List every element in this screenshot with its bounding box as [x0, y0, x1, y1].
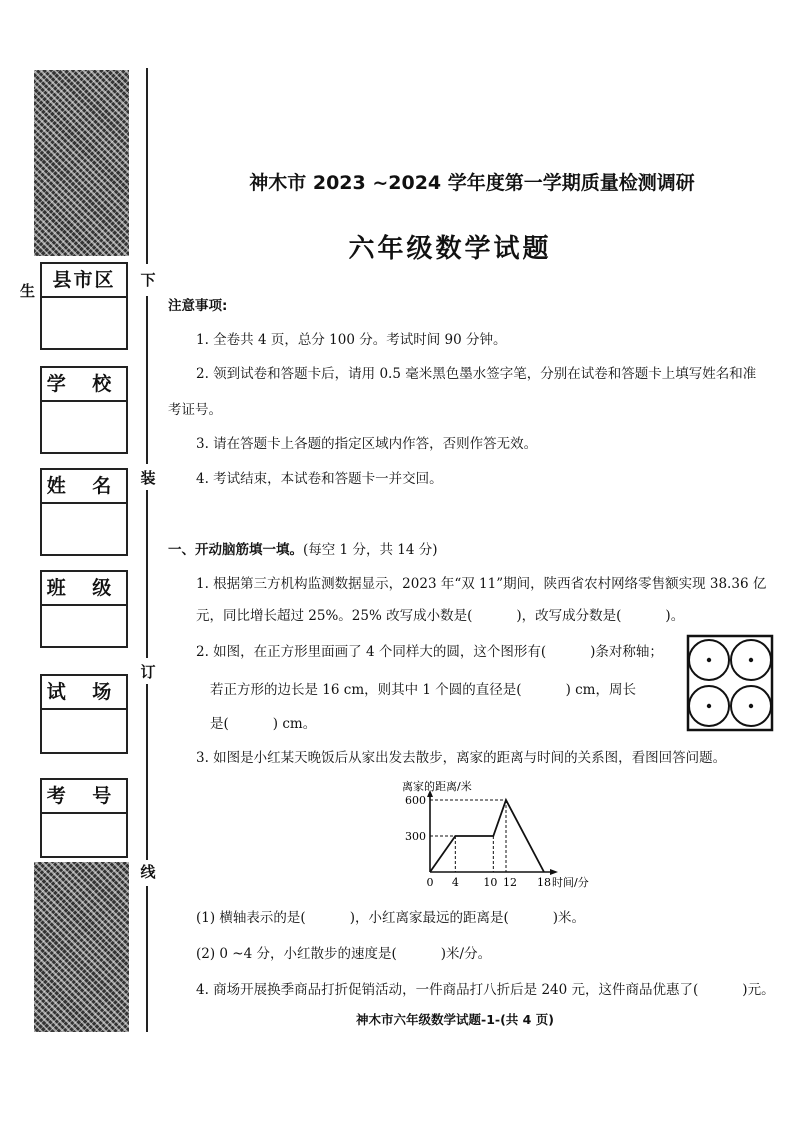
field-county[interactable] — [40, 262, 128, 350]
q2-text-c: 若正方形的边长是 16 cm，则其中 1 个圆的直径是( — [210, 682, 522, 698]
distance-time-chart — [392, 776, 602, 894]
q4-text — [196, 978, 775, 998]
exam-subtitle: 六年级数学试题 — [348, 234, 552, 264]
binding-line-4 — [146, 684, 148, 860]
q2-text-a: 2. 如图，在正方形里面画了 4 个同样大的圆，这个图形有( — [196, 644, 547, 660]
field-name-label: 姓 名 — [42, 470, 126, 504]
binding-char-xian: 线 — [140, 863, 156, 881]
square-circles-figure — [686, 634, 776, 734]
center-dot — [707, 658, 711, 662]
field-name[interactable] — [40, 468, 128, 556]
q1-text-a: 元，同比增长超过 25%。25% 改写成小数是( — [196, 608, 473, 624]
section1-note: (每空 1 分，共 14 分) — [303, 542, 438, 558]
q3-sub2-text-b: )米/分。 — [440, 946, 492, 962]
binding-char-zhuang: 装 — [140, 469, 156, 487]
y-tick-label: 300 — [405, 830, 426, 843]
binding-char-ding: 订 — [140, 663, 156, 681]
q2-line3 — [210, 712, 316, 732]
edge-char: 生 — [20, 282, 36, 300]
x-tick-label: 0 — [426, 876, 434, 889]
x-axis-arrow — [550, 869, 558, 875]
field-school-label: 学 校 — [42, 368, 126, 402]
binding-pattern-bottom — [34, 862, 129, 1032]
field-school[interactable] — [40, 366, 128, 454]
notice-item: 1. 全卷共 4 页，总分 100 分。考试时间 90 分钟。 — [196, 332, 507, 348]
notice-item: 3. 请在答题卡上各题的指定区域内作答，否则作答无效。 — [196, 436, 538, 452]
q2-line2 — [210, 678, 636, 698]
notice-heading: 注意事项: — [168, 298, 228, 314]
x-tick-label: 18 — [537, 876, 551, 889]
field-exam-room[interactable] — [40, 674, 128, 754]
square-outline — [688, 636, 772, 730]
exam-title: 神木市 2023 ~2024 学年度第一学期质量检测调研 — [249, 172, 695, 194]
q2-line1 — [196, 640, 663, 660]
q3-sub1 — [196, 906, 585, 926]
q2-text-f: ) cm。 — [272, 716, 317, 732]
notice-item: 考证号。 — [168, 402, 222, 418]
field-exam-number-label: 考 号 — [42, 780, 126, 814]
q4-text-a: 4. 商场开展换季商品打折促销活动，一件商品打八折后是 240 元，这件商品优惠了( — [196, 982, 699, 998]
binding-char-xia: 下 — [140, 271, 156, 289]
x-tick-label: 12 — [503, 876, 517, 889]
binding-pattern-top — [34, 70, 129, 256]
y-tick-label: 600 — [405, 794, 426, 807]
q3-sub1-text-c: )米。 — [552, 910, 586, 926]
q3-text: 3. 如图是小红某天晚饭后从家出发去散步，离家的距离与时间的关系图，看图回答问题。 — [196, 750, 727, 766]
x-axis-label: 时间/分 — [552, 876, 589, 889]
q2-text-e: 是( — [210, 716, 229, 732]
q3-sub2 — [196, 942, 491, 962]
x-tick-label: 4 — [451, 876, 459, 889]
binding-line-3 — [146, 490, 148, 658]
q1-text-b: )，改写成分数是( — [516, 608, 622, 624]
field-class-label: 班 级 — [42, 572, 126, 606]
q2-text-b: )条对称轴； — [590, 644, 663, 660]
q3-sub1-text-a: (1) 横轴表示的是( — [196, 910, 306, 926]
q3-sub2-text-a: (2) 0 ~4 分，小红散步的速度是( — [196, 946, 397, 962]
binding-line-2 — [146, 296, 148, 464]
q1-line1: 1. 根据第三方机构监测数据显示，2023 年“双 11”期间，陕西省农村网络零售额实现 38.36 亿 — [196, 576, 767, 592]
center-dot — [749, 704, 753, 708]
center-dot — [707, 704, 711, 708]
notice-item: 2. 领到试卷和答题卡后，请用 0.5 毫米黑色墨水签字笔，分别在试卷和答题卡上填写姓名和准 — [196, 366, 757, 382]
field-exam-room-label: 试 场 — [42, 676, 126, 710]
y-axis-label: 离家的距离/米 — [402, 780, 472, 793]
center-dot — [749, 658, 753, 662]
binding-line-5 — [146, 886, 148, 1032]
x-tick-label: 10 — [483, 876, 498, 889]
field-county-label: 县市区 — [42, 264, 126, 298]
page-footer: 神木市六年级数学试题-1-(共 4 页) — [356, 1012, 554, 1027]
section1-title: 一、开动脑筋填一填。 — [168, 542, 303, 558]
q1-text-c: )。 — [665, 608, 685, 624]
q3-sub1-text-b: )，小红离家最远的距离是( — [349, 910, 509, 926]
field-exam-number[interactable] — [40, 778, 128, 858]
q1-line2 — [196, 604, 684, 624]
field-class[interactable] — [40, 570, 128, 648]
q4-text-b: )元。 — [742, 982, 775, 998]
section1-heading — [168, 538, 437, 558]
q2-text-d: ) cm，周长 — [565, 682, 636, 698]
binding-line-1 — [146, 68, 148, 264]
notice-item: 4. 考试结束，本试卷和答题卡一并交回。 — [196, 471, 443, 487]
